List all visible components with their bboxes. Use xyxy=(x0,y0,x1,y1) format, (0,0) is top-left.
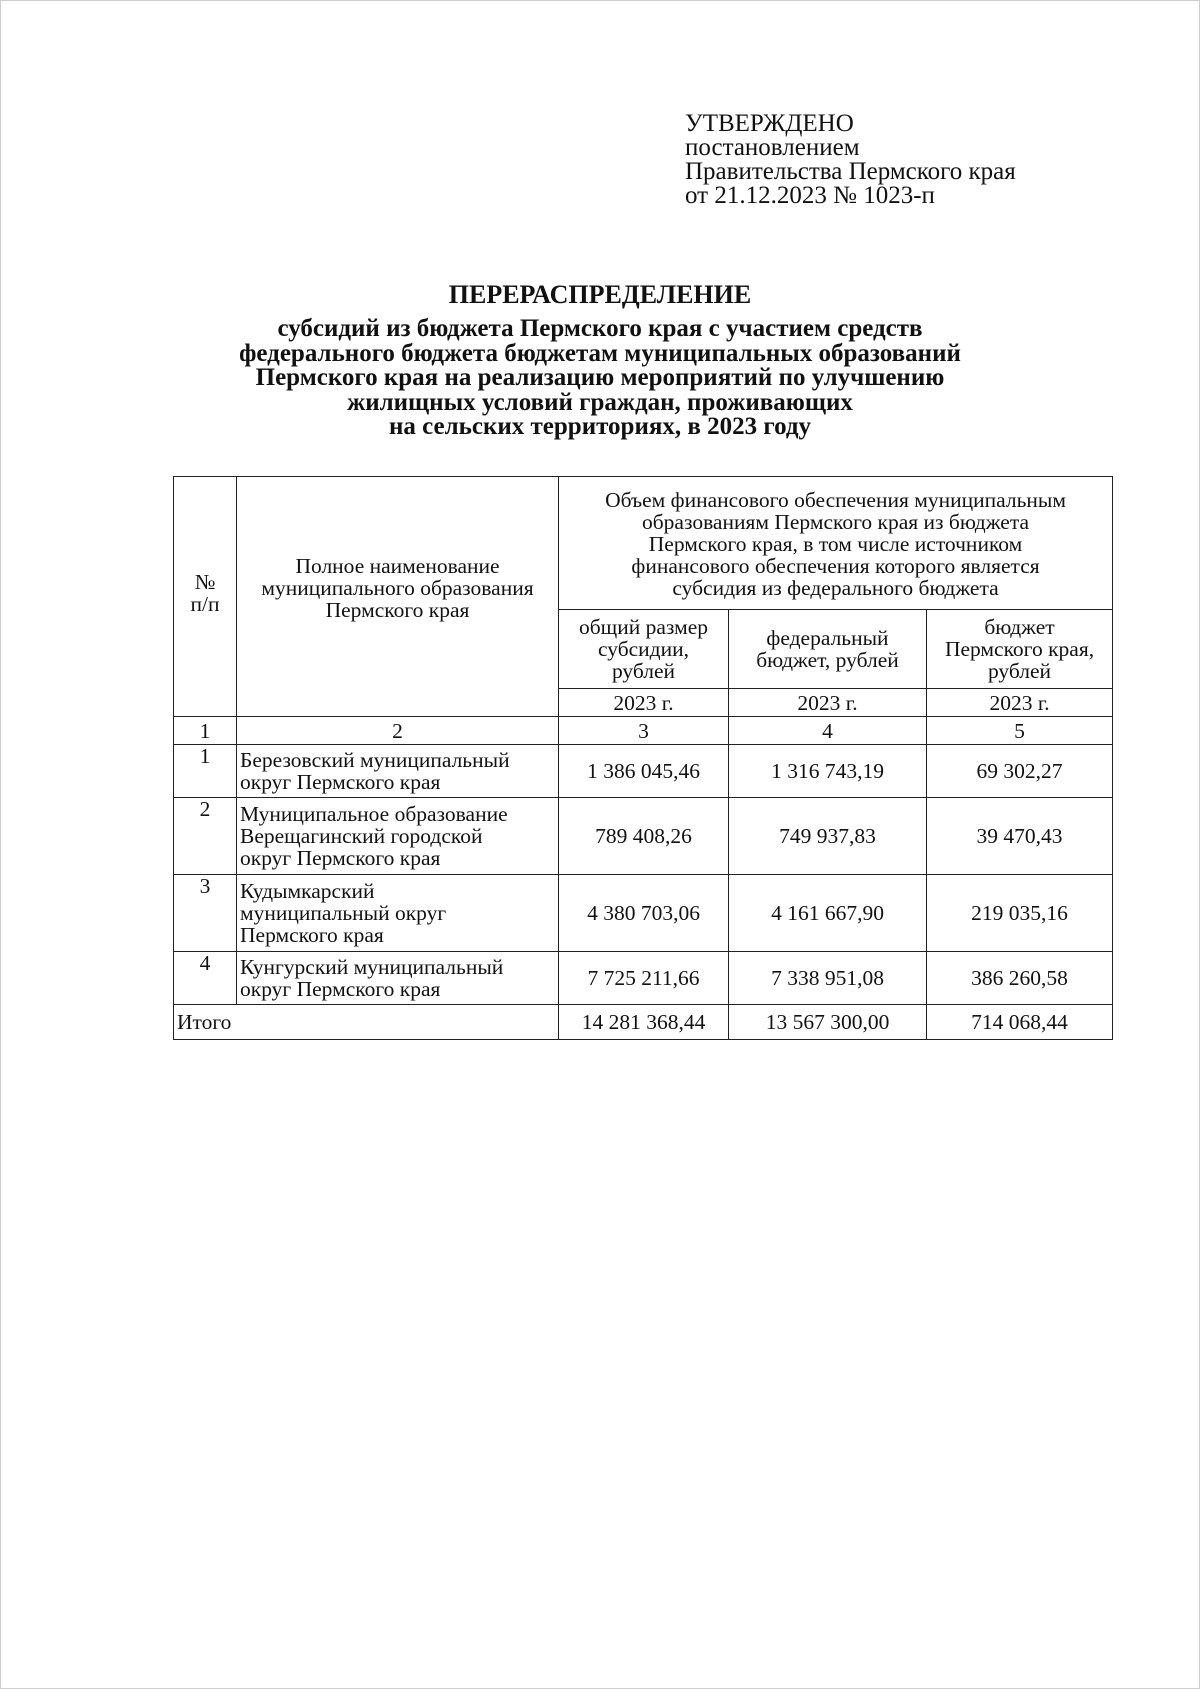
row-number: 3 xyxy=(174,875,237,952)
header-number: № п/п xyxy=(174,477,237,717)
header-total-subsidy: общий размер субсидии, рублей xyxy=(559,610,729,689)
row-regional: 386 260,58 xyxy=(927,952,1113,1005)
table-row xyxy=(174,952,1113,1005)
column-number: 2 xyxy=(237,717,559,745)
approval-line-3: Правительства Пермского края xyxy=(685,158,1016,185)
column-number-row xyxy=(174,717,1113,745)
row-number: 2 xyxy=(174,798,237,875)
header-funding-volume: Объем финансового обеспечения муниципальным образованиям Пермского края из бюджета Пермского края, в том числе источником финансового обеспечения которого является субсидия из федерального бюджета xyxy=(559,477,1113,610)
header-year: 2023 г. xyxy=(729,689,927,717)
row-regional: 219 035,16 xyxy=(927,875,1113,952)
subtitle-line: субсидий из бюджета Пермского края с участием средств xyxy=(277,315,923,342)
total-label: Итого xyxy=(174,1005,559,1040)
row-municipality: Кудымкарский муниципальный округ Пермского края xyxy=(237,875,559,952)
row-total: 1 386 045,46 xyxy=(559,745,729,798)
document-subtitle xyxy=(130,317,1070,440)
approval-stamp xyxy=(685,112,1105,208)
document-title: ПЕРЕРАСПРЕДЕЛЕНИЕ xyxy=(448,280,752,309)
subsidy-table xyxy=(173,476,1113,1040)
table-row xyxy=(174,798,1113,875)
row-municipality: Кунгурский муниципальный округ Пермского края xyxy=(237,952,559,1005)
column-number: 4 xyxy=(729,717,927,745)
header-regional-budget: бюджет Пермского края, рублей xyxy=(927,610,1113,689)
subtitle-line: жилищных условий граждан, проживающих xyxy=(347,388,853,416)
subtitle-line: на сельских территориях, в 2023 году xyxy=(388,413,812,440)
table-row xyxy=(174,875,1113,952)
row-total: 789 408,26 xyxy=(559,798,729,875)
row-regional: 39 470,43 xyxy=(927,798,1113,875)
total-row xyxy=(174,1005,1113,1040)
approval-line-4: от 21.12.2023 № 1023-п xyxy=(685,182,935,209)
row-total: 4 380 703,06 xyxy=(559,875,729,952)
approval-line-1: УТВЕРЖДЕНО xyxy=(685,110,854,137)
header-year: 2023 г. xyxy=(927,689,1113,717)
header-federal-budget: федеральный бюджет, рублей xyxy=(729,610,927,689)
column-number: 5 xyxy=(927,717,1113,745)
table-row xyxy=(174,745,1113,798)
subtitle-line: федерального бюджета бюджетам муниципальных образований xyxy=(239,339,961,367)
row-regional: 69 302,27 xyxy=(927,745,1113,798)
row-number: 4 xyxy=(174,952,237,1005)
grand-total: 14 281 368,44 xyxy=(559,1005,729,1040)
header-municipality-name: Полное наименование муниципального образования Пермского края xyxy=(237,477,559,717)
approval-line-2: постановлением xyxy=(685,134,860,161)
row-number: 1 xyxy=(174,745,237,798)
row-municipality: Муниципальное образование Верещагинский городской округ Пермского края xyxy=(237,798,559,875)
row-federal: 1 316 743,19 xyxy=(729,745,927,798)
subtitle-line: Пермского края на реализацию мероприятий по улучшению xyxy=(255,364,945,391)
column-number: 1 xyxy=(174,717,237,745)
column-number: 3 xyxy=(559,717,729,745)
row-federal: 7 338 951,08 xyxy=(729,952,927,1005)
header-year: 2023 г. xyxy=(559,689,729,717)
grand-federal: 13 567 300,00 xyxy=(729,1005,927,1040)
row-total: 7 725 211,66 xyxy=(559,952,729,1005)
grand-regional: 714 068,44 xyxy=(927,1005,1113,1040)
row-federal: 4 161 667,90 xyxy=(729,875,927,952)
row-federal: 749 937,83 xyxy=(729,798,927,875)
row-municipality: Березовский муниципальный округ Пермского края xyxy=(237,745,559,798)
